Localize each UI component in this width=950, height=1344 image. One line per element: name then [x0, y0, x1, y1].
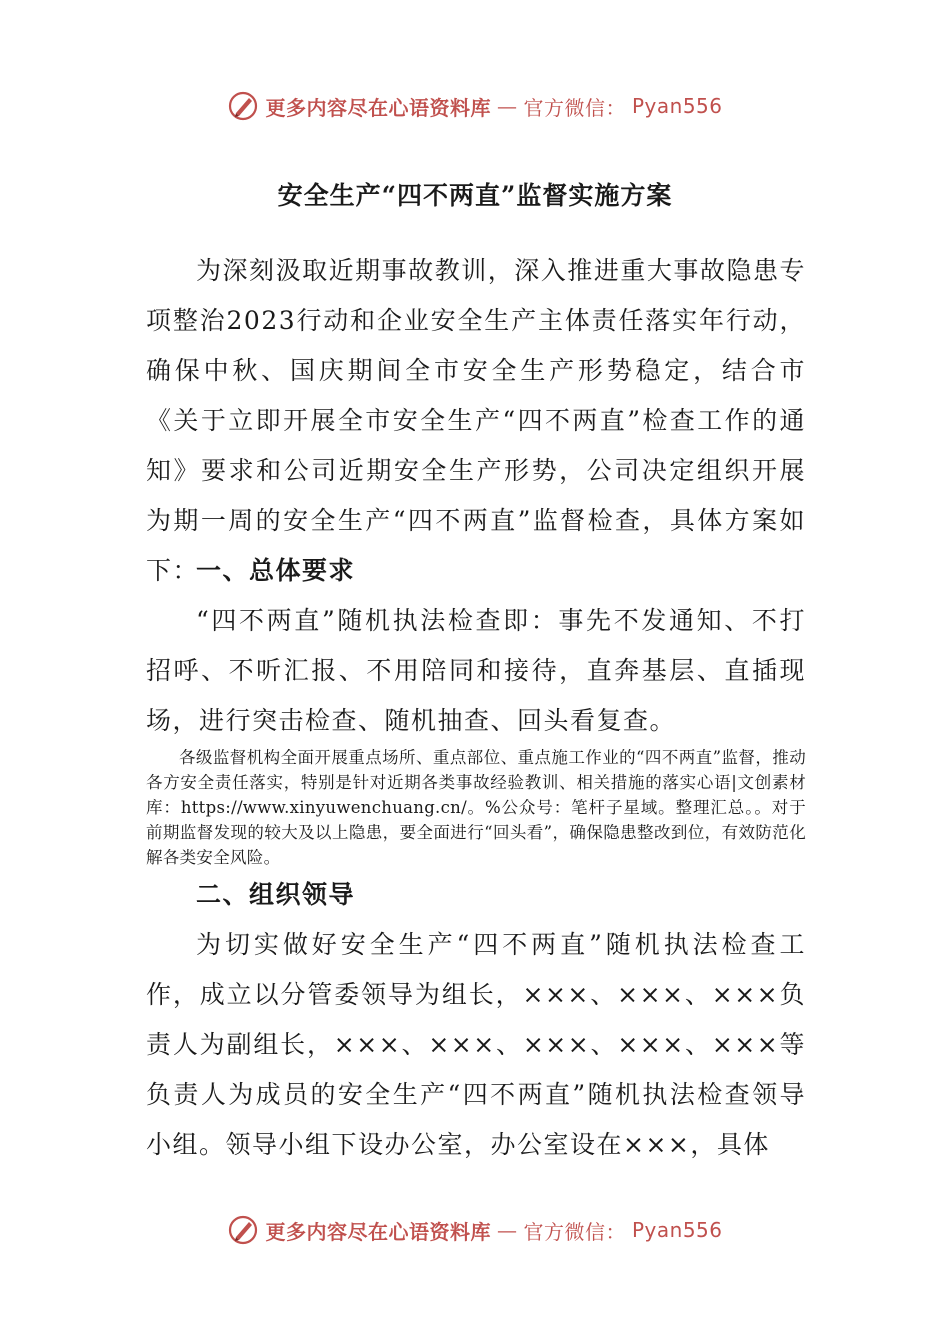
- watermark-wechat-id: Pyan556: [631, 1218, 723, 1242]
- section-1-small-paragraph: 各级监督机构全面开展重点场所、重点部位、重点施工作业的“四不两直”监督，推动各方安全责任落实，特别是针对近期各类事故经验教训、相关措施的落实心语|文创素材库：https://www.xinyuwenchuang.cn/。%公众号：笔杆子星域。整理汇总。。对于前期监督发现的较大及以上隐患，要全面进行“回头看”，确保隐患整改到位，有效防范化解各类安全风险。: [146, 748, 806, 867]
- watermark-separator: —: [496, 94, 518, 118]
- watermark-wechat-label: 官方微信：: [523, 95, 626, 120]
- section-2-paragraph: 为切实做好安全生产“四不两直”随机执法检查工作，成立以分管委领导为组长，×××、×××、×××负责人为副组长，×××、×××、×××、×××、×××等负责人为成员的安全生产“四不两直”随机执法检查领导小组。领导小组下设办公室，办公室设在×××，具体: [146, 930, 806, 1159]
- intro-section: [146, 246, 806, 596]
- watermark-footer: [0, 1210, 950, 1250]
- watermark-header: [0, 86, 950, 126]
- section-1-body: [146, 596, 806, 746]
- watermark-wechat-label: 官方微信：: [523, 1219, 626, 1244]
- section-1-heading: 一、总体要求: [196, 556, 356, 585]
- intro-paragraph: 为深刻汲取近期事故教训，深入推进重大事故隐患专项整治2023行动和企业安全生产主体责任落实年行动，确保中秋、国庆期间全市安全生产形势稳定，结合市《关于立即开展全市安全生产“四不两直”检查工作的通知》要求和公司近期安全生产形势，公司决定组织开展为期一周的安全生产“四不两直”监督检查，具体方案如下：: [146, 256, 806, 585]
- document-title: 安全生产“四不两直”监督实施方案: [277, 181, 673, 210]
- section-1: [146, 546, 806, 596]
- watermark-brand: 更多内容尽在心语资料库: [265, 1219, 491, 1244]
- section-2: [146, 870, 806, 920]
- pen-logo-icon: [227, 90, 259, 122]
- section-2-heading: 二、组织领导: [196, 880, 356, 909]
- section-1-paragraph: “四不两直”随机执法检查即：事先不发通知、不打招呼、不听汇报、不用陪同和接待，直奔基层、直插现场，进行突击检查、随机抽查、回头看复查。: [146, 606, 806, 735]
- section-2-body: [146, 920, 806, 1170]
- watermark-brand: 更多内容尽在心语资料库: [265, 95, 491, 120]
- watermark-separator: —: [496, 1218, 518, 1242]
- section-1-note: [146, 745, 806, 870]
- pen-logo-icon: [227, 1214, 259, 1246]
- watermark-wechat-id: Pyan556: [631, 94, 723, 118]
